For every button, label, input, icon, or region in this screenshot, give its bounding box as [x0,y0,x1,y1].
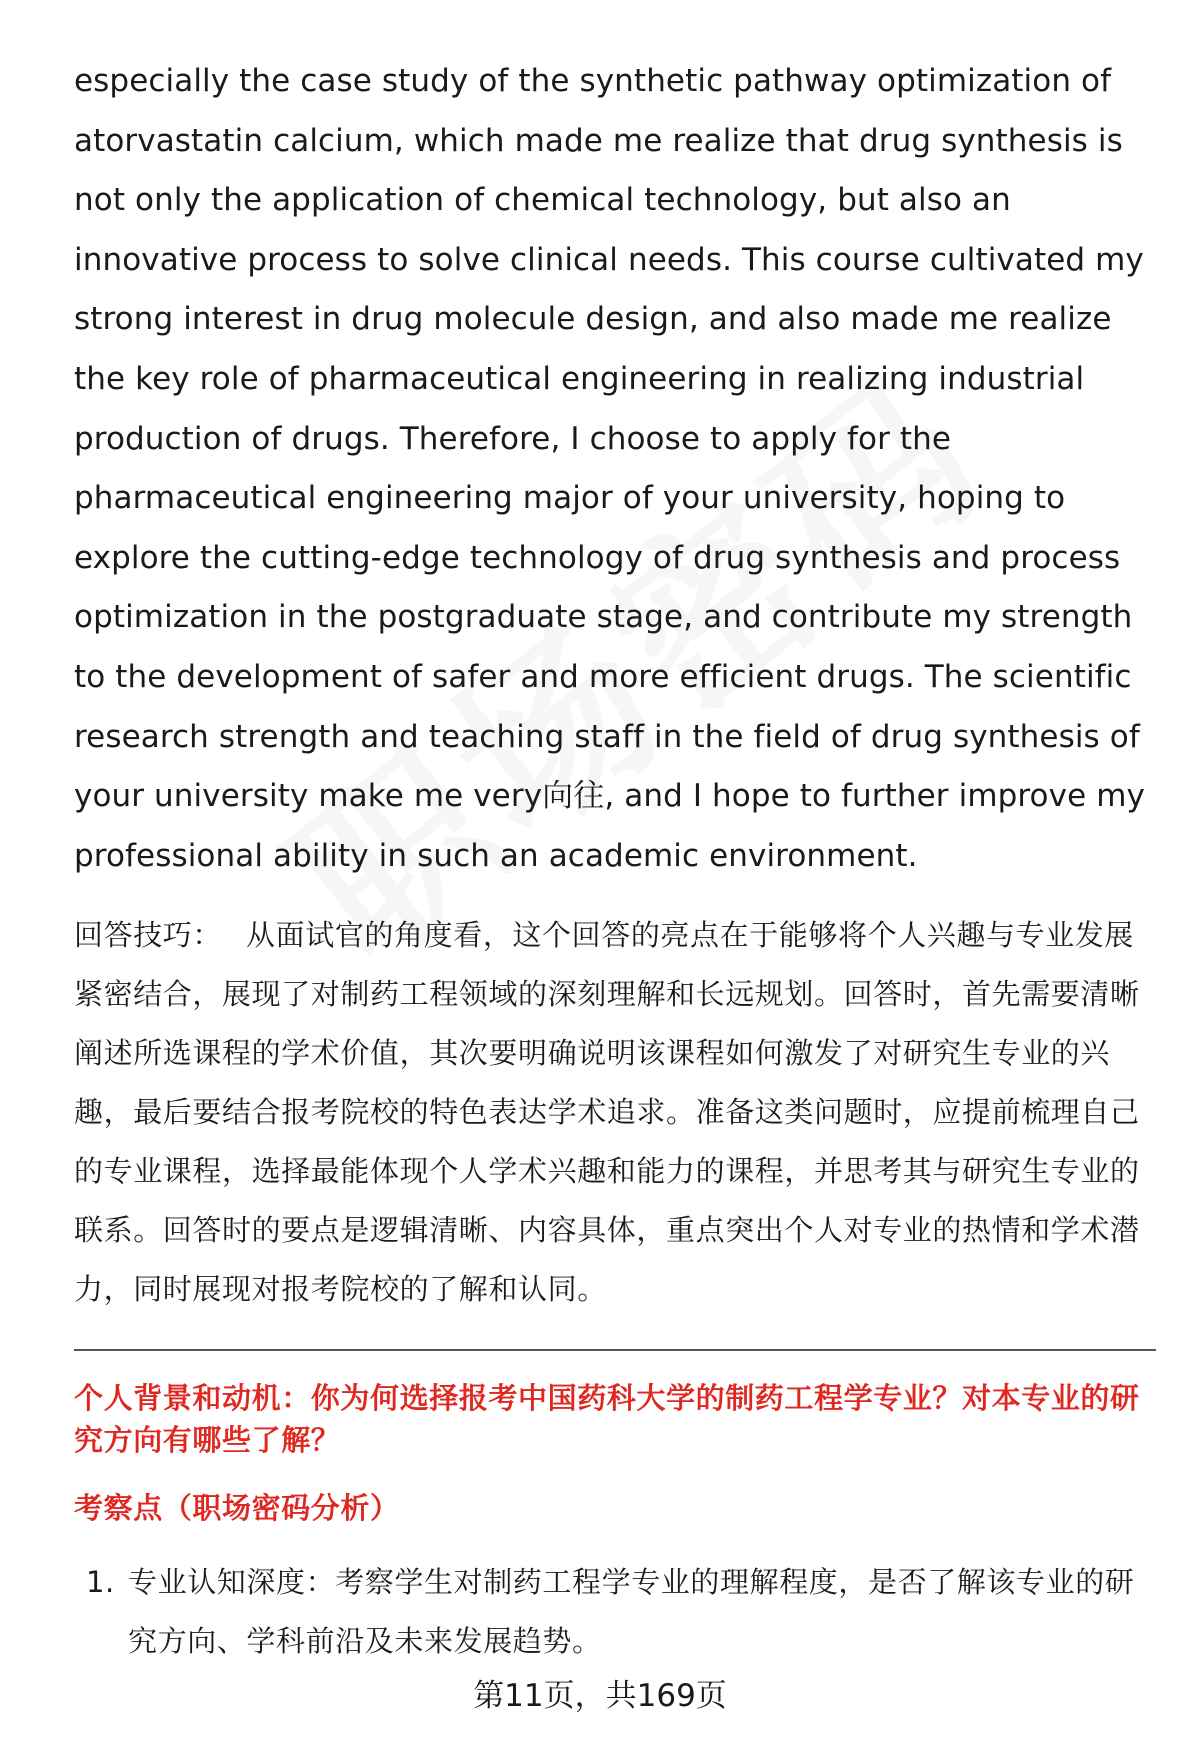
page-footer: 第11页，共169页 [473,1678,727,1714]
tips-text: 从面试官的角度看，这个回答的亮点在于能够将个人兴趣与专业发展紧密结合，展现了对制药工程领域的深刻理解和长远规划。回答时，首先需要清晰阐述所选课程的学术价值，其次要明确说明该课程如何激发了对研究生专业的兴趣，最后要结合报考院校的特色表达学术追求。准备这类问题时，应提前梳理自己的专业课程，选择最能体现个人学术兴趣和能力的课程，并思考其与研究生专业的联系。回答时的要点是逻辑清晰、内容具体，重点突出个人对专业的热情和学术潜力，同时展现对报考院校的了解和认同。 [74,918,1140,1307]
section-divider [74,1349,1156,1351]
focus-section-title: 考察点（职场密码分析） [74,1491,400,1526]
interview-question: 个人背景和动机：你为何选择报考中国药科大学的制药工程学专业？对本专业的研究方向有哪些了解？ [74,1381,1140,1458]
list-item [74,1553,1156,1671]
answer-tips [74,906,1156,1319]
english-answer-paragraph: especially the case study of the synthetic pathway optimization of atorvastatin calcium, which made me realize that drug synthesis is not only the application of chemical technology, but also an innovative process to solve clinical needs. This course cultivated my strong interest in drug molecule design, and also made me realize the key role of pharmaceutical engineering in realizing industrial production of drugs. Therefore, I choose to apply for the pharmaceutical engineering major of your university, hoping to explore the cutting-edge technology of drug synthesis and process optimization in the postgraduate stage, and contribute my strength to the development of safer and more efficient drugs. The scientific research strength and teaching staff in the field of drug synthesis of your university make me very向往, and I hope to further improve my professional ability in such an academic environment. [74,63,1145,874]
focus-point-list [74,1553,1156,1671]
list-item-number: 1. [86,1565,115,1600]
tips-label: 回答技巧： [74,918,223,953]
page-content [74,52,1156,1687]
list-item-text: 专业认知深度：考察学生对制药工程学专业的理解程度，是否了解该专业的研究方向、学科前沿及未来发展趋势。 [128,1565,1135,1659]
